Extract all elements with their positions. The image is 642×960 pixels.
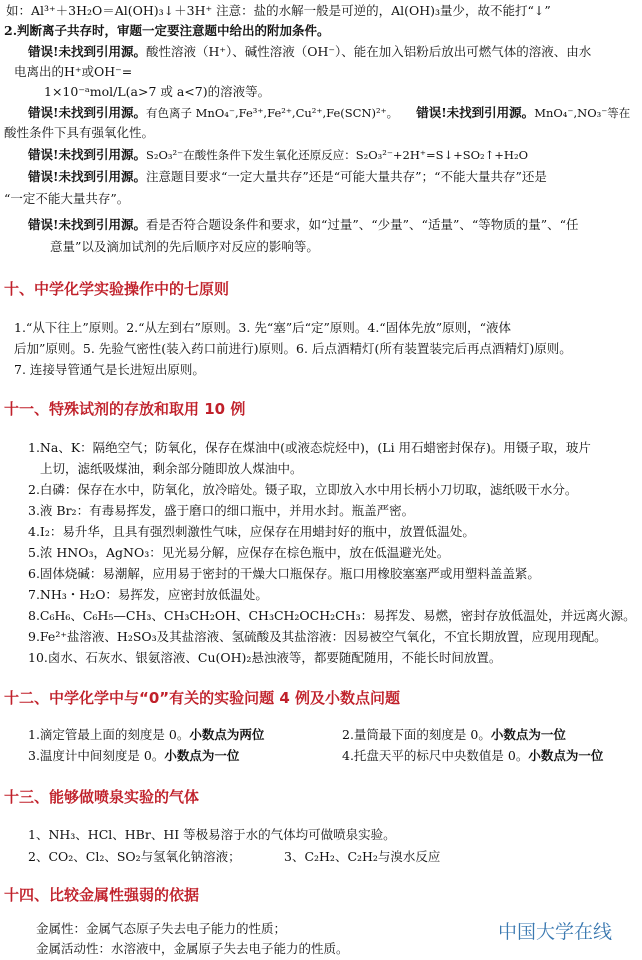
sec14-line-1: 金属性：金属气态原子失去电子能力的性质；	[36, 921, 287, 936]
sec11-item-5: 5.浓 HNO₃，AgNO₃：见光易分解，应保存在棕色瓶中，放在低温避光处。	[28, 545, 450, 560]
sec11-item-9: 9.Fe²⁺盐溶液、H₂SO₃及其盐溶液、氢硫酸及其盐溶液：因易被空气氧化，不宜长期放置，应现用现配。	[28, 629, 607, 644]
section-10-title: 十、中学化学实验操作中的七原则	[4, 280, 230, 298]
sec11-item-7: 7.NH₃・H₂O：易挥发，应密封放低温处。	[28, 587, 268, 602]
sec11-item-1-cont: 上切，滤纸吸煤油，剩余部分随即放人煤油中。	[40, 461, 303, 476]
rule-2-title: 2.判断离子共存时，审题一定要注意题中给出的附加条件。	[4, 23, 330, 38]
condition-4-cont: “一定不能大量共存”。	[4, 191, 130, 206]
condition-5: 错误!未找到引用源。看是否符合题设条件和要求，如“过量”、“少量”、“适量”、“等物质的量”、“任	[28, 217, 579, 232]
condition-2-cont: 酸性条件下具有强氧化性。	[4, 125, 155, 140]
sec11-item-2: 2.白磷：保存在水中，防氧化，放冷暗处。镊子取，立即放入水中用长柄小刀切取，滤纸吸干水分。	[28, 482, 578, 497]
hydrolysis-example: 如：Al³⁺＋3H₂O＝Al(OH)₃↓＋3H⁺ 注意：盐的水解一般是可逆的，Al(OH)₃量少，故不能打“↓”	[6, 3, 551, 18]
sec11-item-3: 3.液 Br₂：有毒易挥发，盛于磨口的细口瓶中，并用水封。瓶盖严密。	[28, 503, 415, 518]
sec13-line-2b: 3、C₂H₂、C₂H₂与溴水反应	[284, 849, 441, 864]
sec11-item-6: 6.固体烧碱：易潮解，应用易于密封的干燥大口瓶保存。瓶口用橡胶塞塞严或用塑料盖盖紧。	[28, 566, 540, 581]
sec11-item-8: 8.C₆H₆、C₆H₅—CH₃、CH₃CH₂OH、CH₃CH₂OCH₂CH₃：易挥发、易燃，密封存放低温处，并远离火源。	[28, 608, 636, 623]
sec12-item-4: 4.托盘天平的标尺中央数值是 0。小数点为一位	[342, 748, 604, 763]
condition-2: 错误!未找到引用源。有色离子 MnO₄⁻,Fe³⁺,Fe²⁺,Cu²⁺,Fe(SCN)²⁺。 错误!未找到引用源。MnO₄⁻,NO₃⁻等在	[28, 105, 631, 120]
watermark-text: 中国大学在线	[498, 921, 613, 943]
sec10-line-2: 后加”原则。5. 先验气密性(装入药口前进行)原则。6. 后点酒精灯(所有装置装完后再点酒精灯)原则。	[14, 341, 572, 356]
section-13-title: 十三、能够做喷泉实验的气体	[4, 788, 200, 806]
sec11-item-10: 10.卤水、石灰水、银氨溶液、Cu(OH)₂悬浊液等，都要随配随用，不能长时间放置。	[28, 650, 502, 665]
condition-5-cont: 意量”以及滴加试剂的先后顺序对反应的影响等。	[50, 239, 319, 254]
sec11-item-4: 4.I₂：易升华，且具有强烈刺激性气味，应保存在用蜡封好的瓶中，放置低温处。	[28, 524, 475, 539]
sec13-line-2a: 2、CO₂、Cl₂、SO₂与氢氧化钠溶液；	[28, 849, 241, 864]
sec11-item-1: 1.Na、K：隔绝空气；防氧化，保存在煤油中(或液态烷烃中)，(Li 用石蜡密封保存)。用镊子取，玻片	[28, 440, 591, 455]
condition-4: 错误!未找到引用源。注意题目要求“一定大量共存”还是“可能大量共存”；“不能大量共存”还是	[28, 169, 547, 184]
condition-1-cont: 电离出的H⁺或OH⁻=	[14, 64, 133, 79]
sec10-line-3: 7. 连接导管通气是长进短出原则。	[14, 362, 205, 377]
sec12-item-2: 2.量筒最下面的刻度是 0。小数点为一位	[342, 727, 566, 742]
sec14-line-2: 金属活动性：水溶液中，金属原子失去电子能力的性质。	[36, 941, 349, 956]
sec10-line-1: 1.“从下往上”原则。2.“从左到右”原则。3. 先“塞”后“定”原则。4.“固体先放”原则，“液体	[14, 320, 511, 335]
sec12-item-3: 3.温度计中间刻度是 0。小数点为一位	[28, 748, 240, 763]
section-11-title: 十一、特殊试剂的存放和取用 10 例	[4, 400, 246, 418]
sec12-item-1: 1.滴定管最上面的刻度是 0。小数点为两位	[28, 727, 265, 742]
condition-1: 错误!未找到引用源。酸性溶液（H⁺）、碱性溶液（OH⁻）、能在加入铝粉后放出可燃气体的溶液、由水	[28, 44, 592, 59]
condition-3: 错误!未找到引用源。S₂O₃²⁻在酸性条件下发生氧化还原反应：S₂O₃²⁻+2H⁺=S↓+SO₂↑+H₂O	[28, 147, 529, 162]
condition-1-cont2: 1×10⁻ᵃmol/L(a>7 或 a<7)的溶液等。	[44, 84, 271, 99]
section-14-title: 十四、比较金属性强弱的依据	[4, 886, 200, 904]
sec13-line-1: 1、NH₃、HCl、HBr、HI 等极易溶于水的气体均可做喷泉实验。	[28, 827, 396, 842]
section-12-title: 十二、中学化学中与“0”有关的实验问题 4 例及小数点问题	[4, 689, 401, 707]
